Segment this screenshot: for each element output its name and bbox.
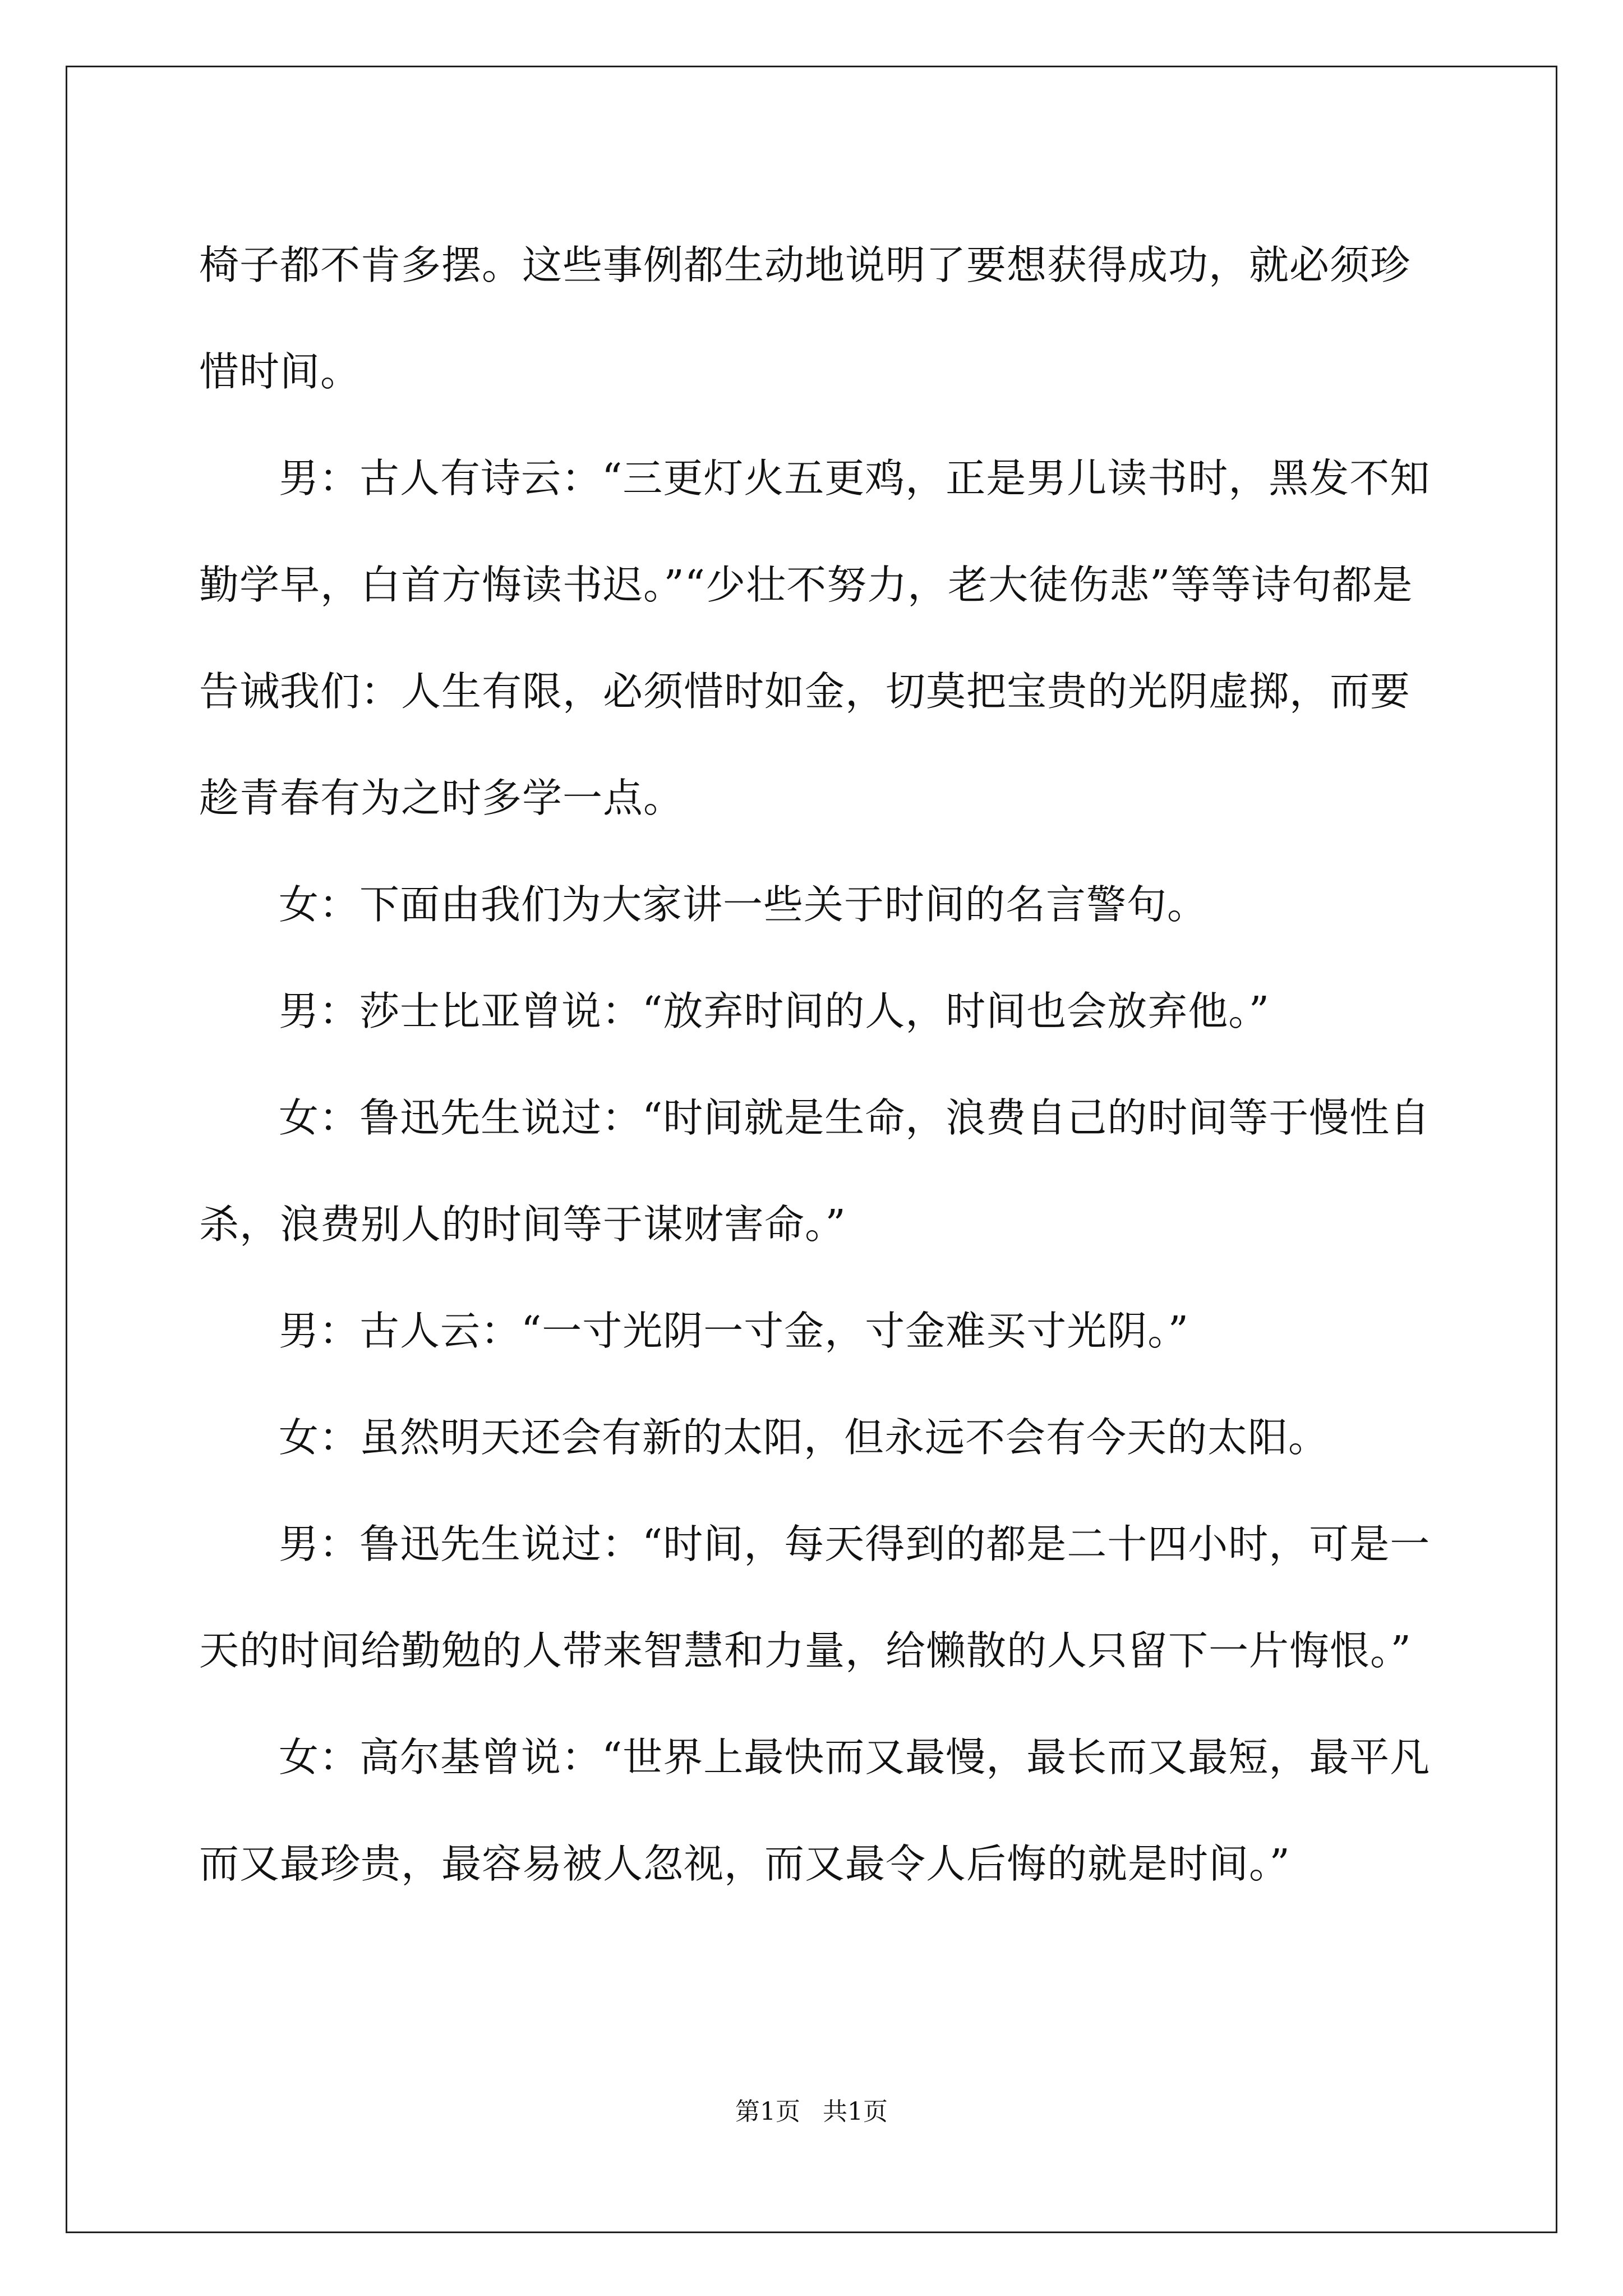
paragraph-3: 女：下面由我们为大家讲一些关于时间的名言警句。: [279, 881, 1208, 928]
paragraph-6: 男：古人云：“一寸光阴一寸金，寸金难买寸光阴。”: [279, 1308, 1189, 1354]
paragraph-4: 男：莎士比亚曾说：“放弃时间的人，时间也会放弃他。”: [279, 988, 1270, 1034]
document-body: [199, 212, 1444, 1917]
paragraph-7: 女：虽然明天还会有新的太阳，但永远不会有今天的太阳。: [279, 1414, 1329, 1461]
paragraph-2: 男：古人有诗云：“三更灯火五更鸡，正是男儿读书时，黑发不知勤学早，白首方悔读书迟。”“少壮不努力，老大徒伤悲”等等诗句都是告诫我们：人生有限，必须惜时如金，切莫把宝贵的光阴虚掷，而要趁青春有为之时多学一点。: [199, 455, 1431, 821]
paragraph-1: 椅子都不肯多摆。这些事例都生动地说明了要想获得成功，就必须珍惜时间。: [199, 242, 1411, 395]
paragraph-5: 女：鲁迅先生说过：“时间就是生命，浪费自己的时间等于慢性自杀，浪费别人的时间等于谋财害命。”: [199, 1094, 1431, 1248]
page-number-total: 共1页: [823, 2097, 888, 2126]
page-number-current: 第1页: [735, 2097, 800, 2126]
paragraph-9: 女：高尔基曾说：“世界上最快而又最慢，最长而又最短，最平凡而又最珍贵，最容易被人忽视，而又最令人后悔的就是时间。”: [199, 1734, 1431, 1887]
paragraph-8: 男：鲁迅先生说过：“时间，每天得到的都是二十四小时，可是一天的时间给勤勉的人带来智慧和力量，给懒散的人只留下一片悔恨。”: [199, 1521, 1431, 1674]
page-footer: [0, 2095, 1623, 2129]
